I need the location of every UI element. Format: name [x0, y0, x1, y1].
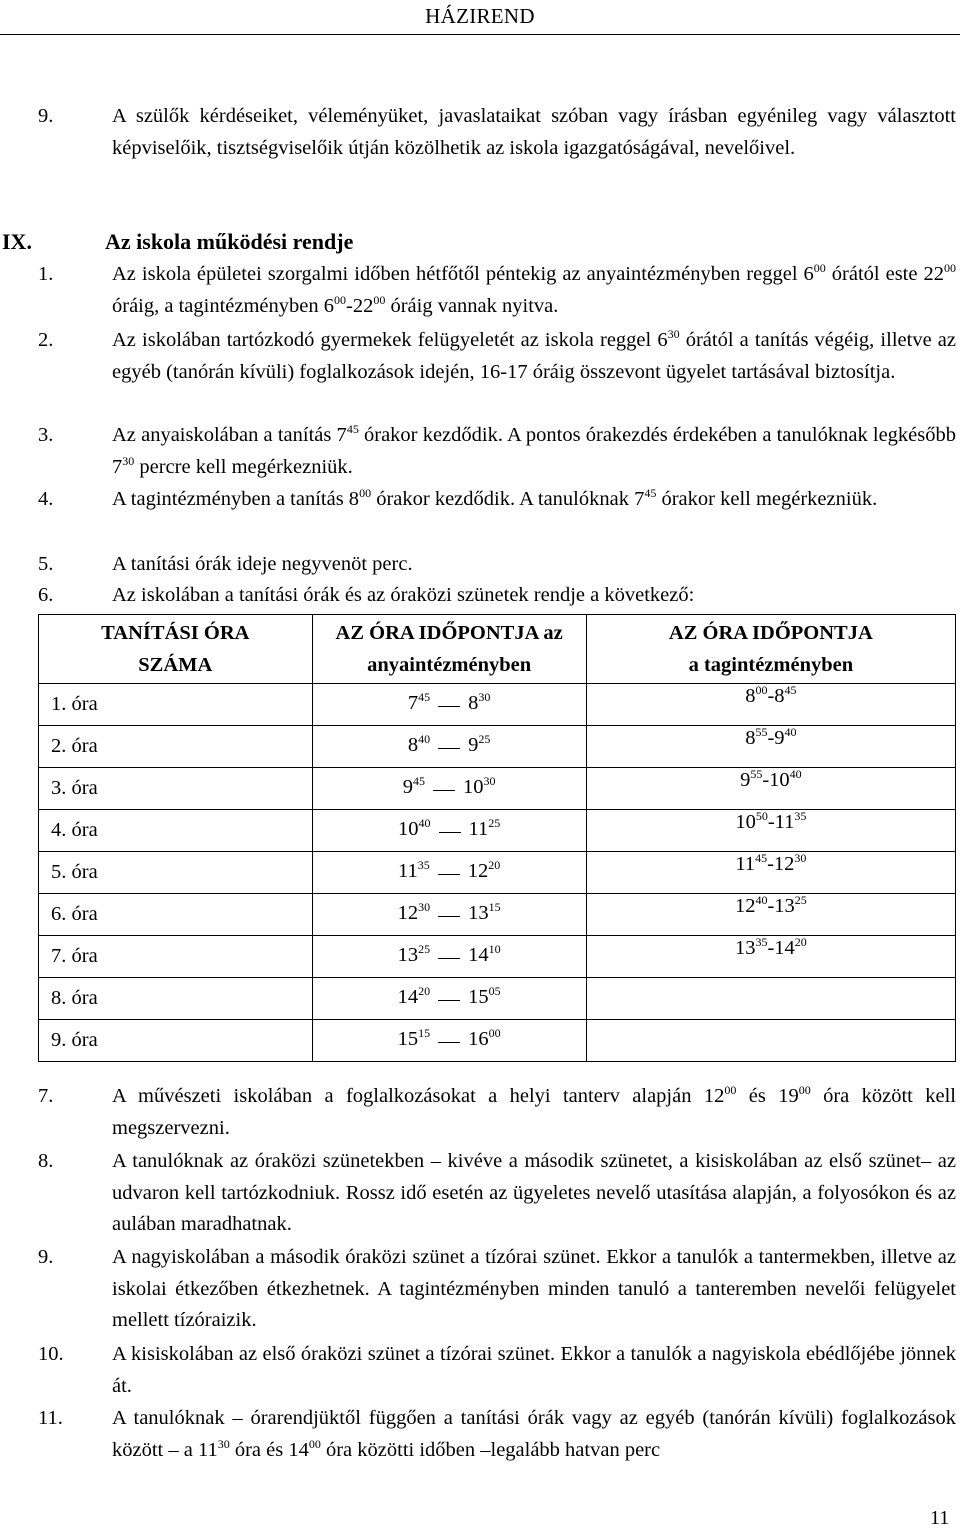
end-time: $12^{20}$ [467, 858, 501, 882]
time-range-dash [438, 1000, 460, 1001]
superscript-minutes: 55 [750, 767, 763, 781]
superscript-minutes: 15 [418, 1026, 431, 1040]
superscript-minutes: 45 [784, 683, 797, 697]
time-range-dash [438, 706, 460, 707]
superscript-minutes: 25 [418, 942, 431, 956]
list-item-number: 3. [38, 424, 54, 446]
superscript-minutes: 00 [798, 1083, 811, 1097]
main-building-time-cell [312, 894, 586, 936]
header-line: AZ ÓRA IDŐPONTJA az [335, 622, 563, 644]
superscript-minutes: 20 [418, 984, 431, 998]
branch-building-time-cell: $12^{40}-13^{25}$ [586, 894, 955, 936]
list-item-text: Az iskola épületei szorgalmi időben hétfőtől péntekig az anyaintézményben reggel $6^{00}$ órától este $22^{00}$ óráig, a tagintézményben $6^{00}-22^{00}$ óráig vannak nyitva. [112, 261, 956, 317]
superscript-minutes: 30 [418, 900, 431, 914]
page-number: 11 [930, 1507, 950, 1529]
superscript-minutes: 40 [418, 732, 431, 746]
header-main-building-time [312, 615, 586, 684]
list-item-number: 9. [38, 1246, 54, 1268]
list-item-number: 11. [38, 1407, 63, 1429]
table-header-row [39, 615, 956, 684]
superscript-minutes: 45 [413, 774, 426, 788]
superscript-minutes: 45 [755, 851, 768, 865]
end-time: $14^{10}$ [468, 942, 501, 966]
lesson-number-cell: 8. óra [39, 978, 313, 1020]
list-item-number: 10. [38, 1343, 64, 1365]
lesson-number-cell: 7. óra [39, 936, 313, 978]
superscript-minutes: 40 [789, 767, 802, 781]
superscript-minutes: 05 [488, 984, 501, 998]
time-range-dash [438, 874, 460, 875]
list-item-text: Az iskolában a tanítási órák és az óraközi szünetek rendje a következő: [112, 584, 695, 606]
time-range-dash [438, 748, 460, 749]
main-building-time-cell [312, 1020, 586, 1062]
list-item-text: A kisiskolában az első óraközi szünet a tízórai szünet. Ekkor a tanulók a nagyiskola ebédlőjébe jönnek át. [112, 1343, 956, 1397]
superscript-minutes: 45 [346, 422, 359, 436]
list-item-text: A művészeti iskolában a foglalkozásokat a helyi tanterv alapján $12^{00}$ és $19^{00}$ óra között kell megszervezni. [112, 1083, 957, 1139]
superscript-minutes: 50 [755, 809, 768, 823]
branch-building-time-cell: $8^{00}-8^{45}$ [586, 684, 955, 726]
main-building-time-cell [312, 936, 586, 978]
header-line: TANÍTÁSI ÓRA [101, 622, 250, 644]
header-line: a tagintézményben [688, 654, 854, 676]
list-item-text: Az iskolában tartózkodó gyermekek felügyeletét az iskola reggel $6^{30}$ órától a tanítás végéig, illetve az egyéb (tanórán kívüli) foglalkozások idején, 16-17 óráig összevont ügyelet tartásával biztosítja. [112, 327, 956, 383]
main-building-time-cell [312, 684, 586, 726]
list-item-text: A nagyiskolában a második óraközi szünet a tízórai szünet. Ekkor a tanulók a tantermekben, illetve az iskolai étkezőben étkezhetnek. A tagintézményben minden tanuló a tanteremben nevelői felügyelet mellett tízóraizik. [112, 1246, 956, 1331]
superscript-minutes: 00 [724, 1083, 737, 1097]
branch-building-time-cell [586, 978, 955, 1020]
start-time: $13^{25}$ [397, 942, 431, 966]
start-time: $14^{20}$ [397, 984, 431, 1008]
list-item-text: A tanulóknak – órarendjüktől függően a tanítási órák vagy az egyéb (tanórán kívüli) foglalkozások között – a $11^{30}$ óra és $14^{00}$ óra közötti időben –legalább hatvan perc [112, 1407, 956, 1461]
end-time: $16^{00}$ [468, 1026, 501, 1050]
superscript-minutes: 40 [755, 893, 768, 907]
superscript-minutes: 35 [417, 858, 430, 872]
start-time: $8^{55}$ [745, 725, 768, 749]
start-time: $12^{30}$ [397, 900, 431, 924]
table-row [39, 936, 956, 978]
end-time: $11^{35}$ [774, 809, 807, 833]
start-time: $15^{15}$ [397, 1026, 431, 1050]
end-time: $12^{30}$ [773, 851, 807, 875]
start-time: $9^{55}$ [740, 767, 763, 791]
branch-building-time-cell [586, 1020, 955, 1062]
start-time: $12^{40}$ [734, 893, 768, 917]
start-time: $8^{00}$ [745, 683, 768, 707]
list-item-text: A tanulóknak az óraközi szünetekben – kivéve a második szünetet, a kisiskolában az első szünet– az udvaron kell tartózkodniuk. Rossz idő esetén az ügyeletes nevelő utasítása alapján, a folyosókon és az aulában maradhatnak. [112, 1150, 956, 1235]
lesson-number-cell: 3. óra [39, 768, 313, 810]
branch-building-time-cell: $11^{45}-12^{30}$ [586, 852, 955, 894]
page-header-title: HÁZIREND [425, 4, 535, 28]
header-lesson-number [39, 615, 313, 684]
superscript-minutes: 55 [755, 725, 768, 739]
superscript-minutes: 25 [478, 732, 491, 746]
table-row [39, 684, 956, 726]
table-row [39, 768, 956, 810]
list-item-number: 7. [38, 1085, 54, 1107]
superscript-minutes: 35 [755, 935, 768, 949]
start-time: $8^{40}$ [407, 732, 431, 756]
time-range-dash [433, 790, 455, 791]
superscript-minutes: 20 [488, 858, 501, 872]
superscript-minutes: 45 [418, 690, 431, 704]
start-time: $7^{45}$ [407, 690, 431, 714]
lesson-number-cell: 5. óra [39, 852, 313, 894]
start-time: $10^{40}$ [398, 816, 431, 840]
header-line: anyaintézményben [367, 654, 532, 676]
superscript-minutes: 40 [418, 816, 431, 830]
start-time: $13^{35}$ [734, 935, 768, 959]
superscript-minutes: 00 [755, 683, 768, 697]
end-time: $10^{30}$ [463, 774, 496, 798]
superscript-minutes: 30 [483, 774, 496, 788]
list-item-number: 2. [38, 329, 54, 351]
lesson-number-cell: 1. óra [39, 684, 313, 726]
table-row [39, 1020, 956, 1062]
time-range-dash [438, 1042, 460, 1043]
table-row [39, 978, 956, 1020]
superscript-minutes: 00 [488, 1026, 501, 1040]
end-time: $9^{25}$ [468, 732, 491, 756]
lesson-number-cell: 9. óra [39, 1020, 313, 1062]
start-time: $10^{50}$ [735, 809, 768, 833]
start-time: $11^{35}$ [398, 858, 430, 882]
superscript-minutes: 00 [308, 1436, 321, 1451]
start-time: $9^{45}$ [402, 774, 426, 798]
main-building-time-cell [312, 810, 586, 852]
superscript-minutes: 20 [794, 935, 807, 949]
section-title: Az iskola működési rendje [105, 229, 354, 254]
branch-building-time-cell: $9^{55}-10^{40}$ [586, 768, 955, 810]
list-item-number: 8. [38, 1150, 54, 1172]
branch-building-time-cell: $13^{35}-14^{20}$ [586, 936, 955, 978]
superscript-minutes: 00 [373, 292, 386, 307]
header-line: AZ ÓRA IDŐPONTJA [668, 622, 873, 644]
superscript-minutes: 30 [217, 1436, 230, 1451]
section-number: IX. [2, 229, 32, 254]
table-row [39, 810, 956, 852]
start-time: $11^{45}$ [735, 851, 768, 875]
superscript-minutes: 00 [359, 486, 372, 500]
list-item-text: A tagintézményben a tanítás $8^{00}$ órakor kezdődik. A tanulóknak $7^{45}$ órakor kell megérkezniük. [112, 486, 878, 510]
superscript-minutes: 25 [794, 893, 807, 907]
header-line: SZÁMA [138, 654, 213, 676]
list-item-text: A tanítási órák ideje negyvenöt perc. [112, 553, 413, 575]
superscript-minutes: 00 [334, 292, 346, 307]
superscript-minutes: 35 [794, 809, 807, 823]
main-building-time-cell [312, 726, 586, 768]
end-time: $13^{15}$ [468, 900, 501, 924]
end-time: $8^{30}$ [468, 690, 491, 714]
time-range-dash [438, 916, 460, 917]
time-range-dash [438, 958, 460, 959]
table-row [39, 852, 956, 894]
superscript-minutes: 15 [488, 900, 501, 914]
superscript-minutes: 40 [784, 725, 797, 739]
main-building-time-cell [312, 852, 586, 894]
end-time: $13^{25}$ [774, 893, 807, 917]
superscript-minutes: 25 [488, 816, 501, 830]
list-item-number: 4. [38, 488, 54, 510]
intro-item-text: A szülők kérdéseiket, véleményüket, javaslataikat szóban vagy írásban egyénileg vagy választott képviselőik, tisztségviselőik útján közölhetik az iskola igazgatóságával, nevelőivel. [112, 105, 956, 159]
superscript-minutes: 30 [667, 327, 680, 341]
list-item-text: Az anyaiskolában a tanítás $7^{45}$ órakor kezdődik. A pontos órakezdés érdekében a tanulóknak legkésőbb $7^{30}$ percre kell megérkezniük. [112, 422, 957, 478]
branch-building-time-cell: $10^{50}-11^{35}$ [586, 810, 955, 852]
list-item-number: 6. [38, 584, 54, 606]
end-time: $9^{40}$ [774, 725, 797, 749]
superscript-minutes: 30 [478, 690, 491, 704]
branch-building-time-cell: $8^{55}-9^{40}$ [586, 726, 955, 768]
end-time: $14^{20}$ [774, 935, 807, 959]
end-time: $10^{40}$ [769, 767, 802, 791]
lesson-schedule-table [38, 614, 956, 1062]
main-building-time-cell [312, 978, 586, 1020]
list-item-number: 5. [38, 553, 54, 575]
table-row [39, 894, 956, 936]
end-time: $8^{45}$ [774, 683, 797, 707]
lesson-number-cell: 6. óra [39, 894, 313, 936]
superscript-minutes: 10 [488, 942, 501, 956]
lesson-number-cell: 4. óra [39, 810, 313, 852]
end-time: $11^{25}$ [468, 816, 501, 840]
intro-item-number: 9. [38, 105, 54, 127]
table-row [39, 726, 956, 768]
superscript-minutes: 45 [644, 486, 657, 500]
superscript-minutes: 30 [122, 453, 135, 468]
superscript-minutes: 00 [944, 261, 956, 275]
list-item-number: 1. [38, 263, 54, 285]
superscript-minutes: 00 [813, 261, 826, 275]
main-building-time-cell [312, 768, 586, 810]
superscript-minutes: 30 [794, 851, 807, 865]
lesson-number-cell: 2. óra [39, 726, 313, 768]
end-time: $15^{05}$ [468, 984, 501, 1008]
time-range-dash [439, 832, 461, 833]
header-branch-building-time [586, 615, 955, 684]
header-divider [0, 34, 960, 35]
